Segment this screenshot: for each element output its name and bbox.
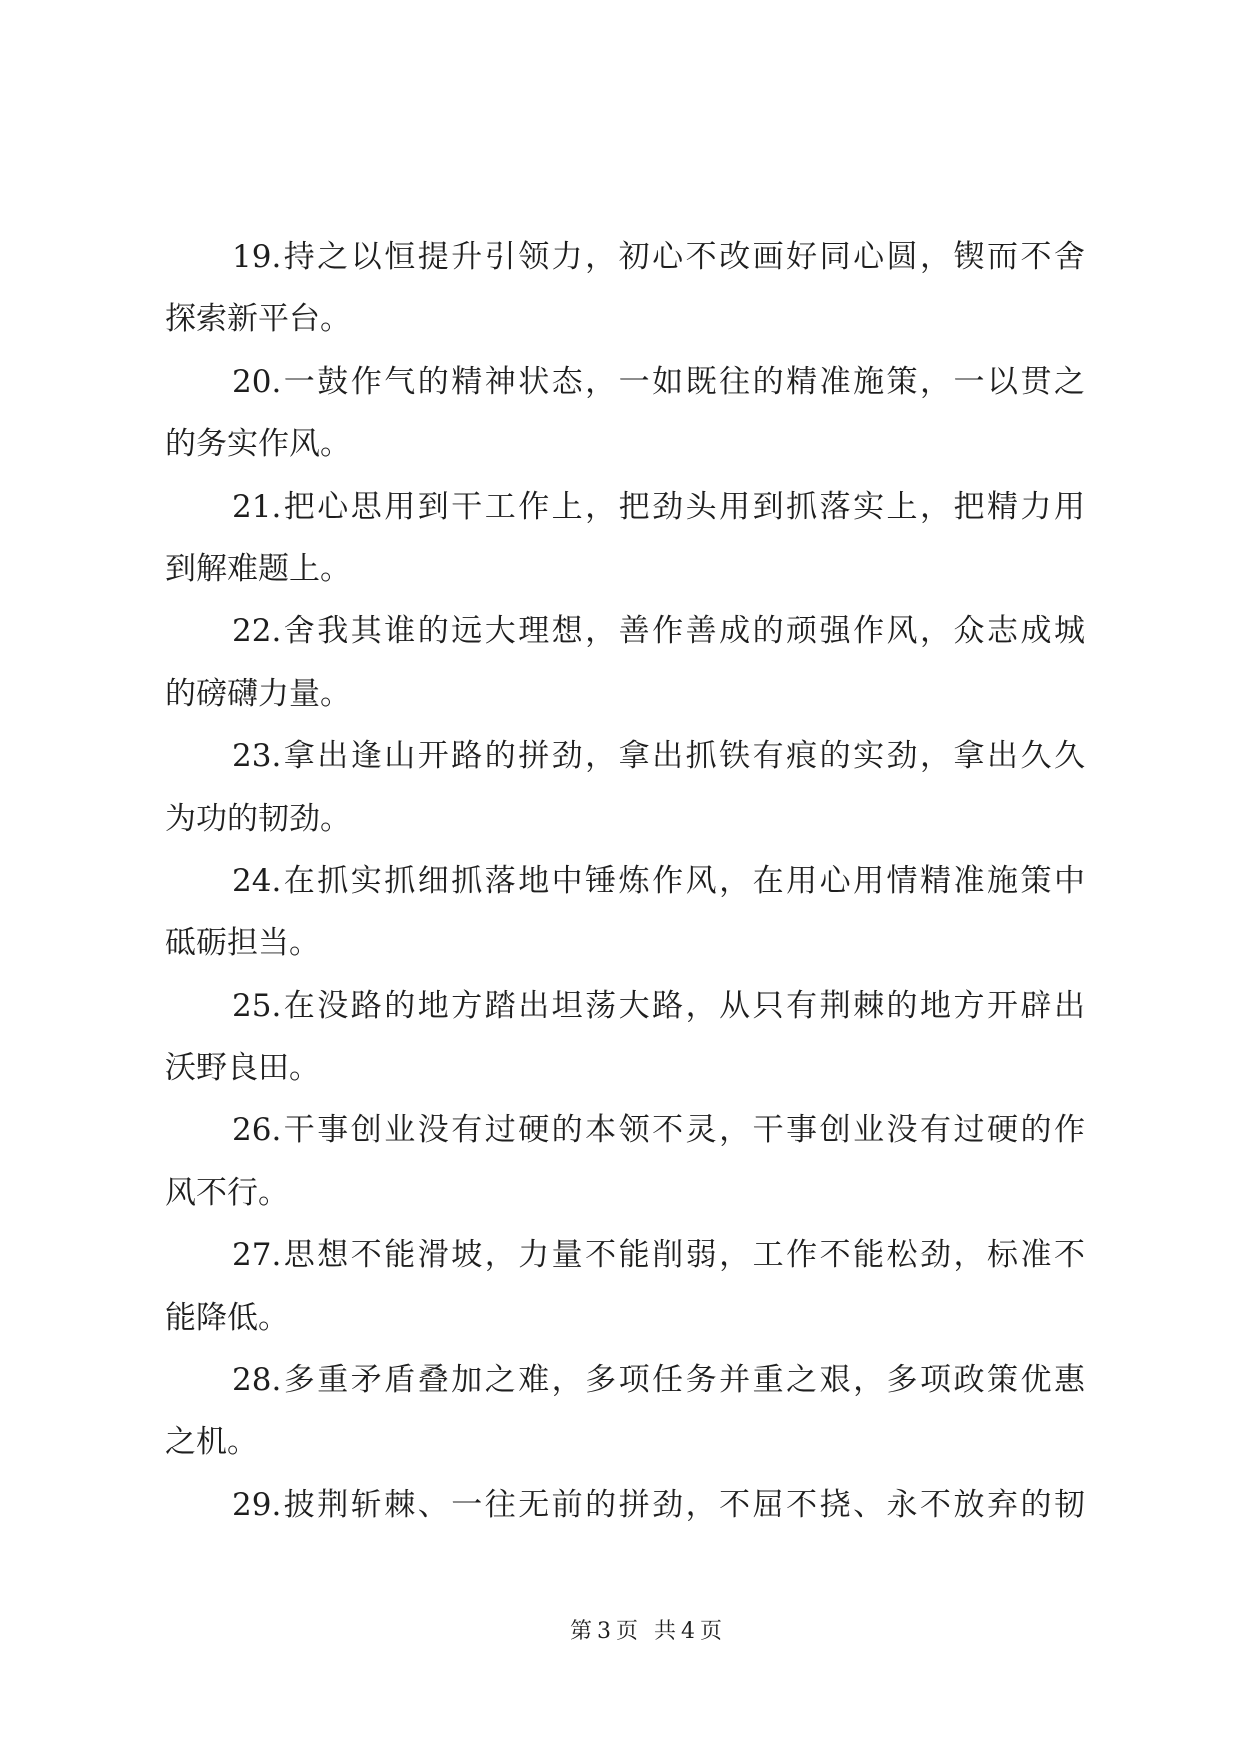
paragraph-line: 21.把心思用到干工作上，把劲头用到抓落实上，把精力用 xyxy=(232,488,1085,525)
list-item xyxy=(165,1224,1085,1349)
paragraph-line: 的磅礴力量。 xyxy=(165,675,351,712)
list-item xyxy=(165,725,1085,850)
paragraph-line: 27.思想不能滑坡，力量不能削弱，工作不能松劲，标准不 xyxy=(232,1237,1085,1274)
total-pages-number: 4 xyxy=(681,1619,696,1644)
paragraph-line: 29.披荆斩棘、一往无前的拼劲，不屈不挠、永不放弃的韧 xyxy=(232,1486,1085,1523)
paragraph-line: 26.干事创业没有过硬的本领不灵，干事创业没有过硬的作 xyxy=(232,1112,1085,1149)
list-item xyxy=(165,850,1085,975)
document-body xyxy=(165,226,1085,1536)
list-item xyxy=(165,1099,1085,1224)
paragraph-line: 之机。 xyxy=(165,1424,258,1461)
paragraph-line: 24.在抓实抓细抓落地中锤炼作风，在用心用情精准施策中 xyxy=(232,862,1085,899)
total-pages-prefix: 共 xyxy=(654,1619,677,1644)
list-item xyxy=(165,600,1085,725)
paragraph-line: 25.在没路的地方踏出坦荡大路，从只有荆棘的地方开辟出 xyxy=(232,987,1085,1024)
paragraph-line: 22.舍我其谁的远大理想，善作善成的顽强作风，众志成城 xyxy=(232,613,1085,650)
paragraph-line: 风不行。 xyxy=(165,1174,289,1211)
paragraph-line: 的务实作风。 xyxy=(165,426,351,463)
list-item xyxy=(165,1349,1085,1474)
paragraph-line: 到解难题上。 xyxy=(165,550,351,587)
total-pages-suffix: 页 xyxy=(700,1619,723,1644)
paragraph-line: 28.多重矛盾叠加之难，多项任务并重之艰，多项政策优惠 xyxy=(232,1362,1085,1399)
paragraph-line: 能降低。 xyxy=(165,1299,289,1336)
paragraph-line: 探索新平台。 xyxy=(165,301,351,338)
page-number-suffix: 页 xyxy=(616,1619,639,1644)
paragraph-line: 20.一鼓作气的精神状态，一如既往的精准施策，一以贯之 xyxy=(232,363,1085,400)
list-item xyxy=(165,1474,1085,1536)
paragraph-line: 23.拿出逢山开路的拼劲，拿出抓铁有痕的实劲，拿出久久 xyxy=(232,738,1085,775)
paragraph-line: 为功的韧劲。 xyxy=(165,800,351,837)
list-item xyxy=(165,975,1085,1100)
list-item xyxy=(165,351,1085,476)
paragraph-line: 砥砺担当。 xyxy=(165,925,320,962)
page-number-prefix: 第 xyxy=(570,1619,593,1644)
list-item xyxy=(165,476,1085,601)
page-footer xyxy=(570,1616,722,1648)
paragraph-line: 19.持之以恒提升引领力，初心不改画好同心圆，锲而不舍 xyxy=(232,239,1085,275)
current-page-number: 3 xyxy=(597,1619,612,1644)
list-item xyxy=(165,226,1085,351)
paragraph-line: 沃野良田。 xyxy=(165,1050,320,1087)
